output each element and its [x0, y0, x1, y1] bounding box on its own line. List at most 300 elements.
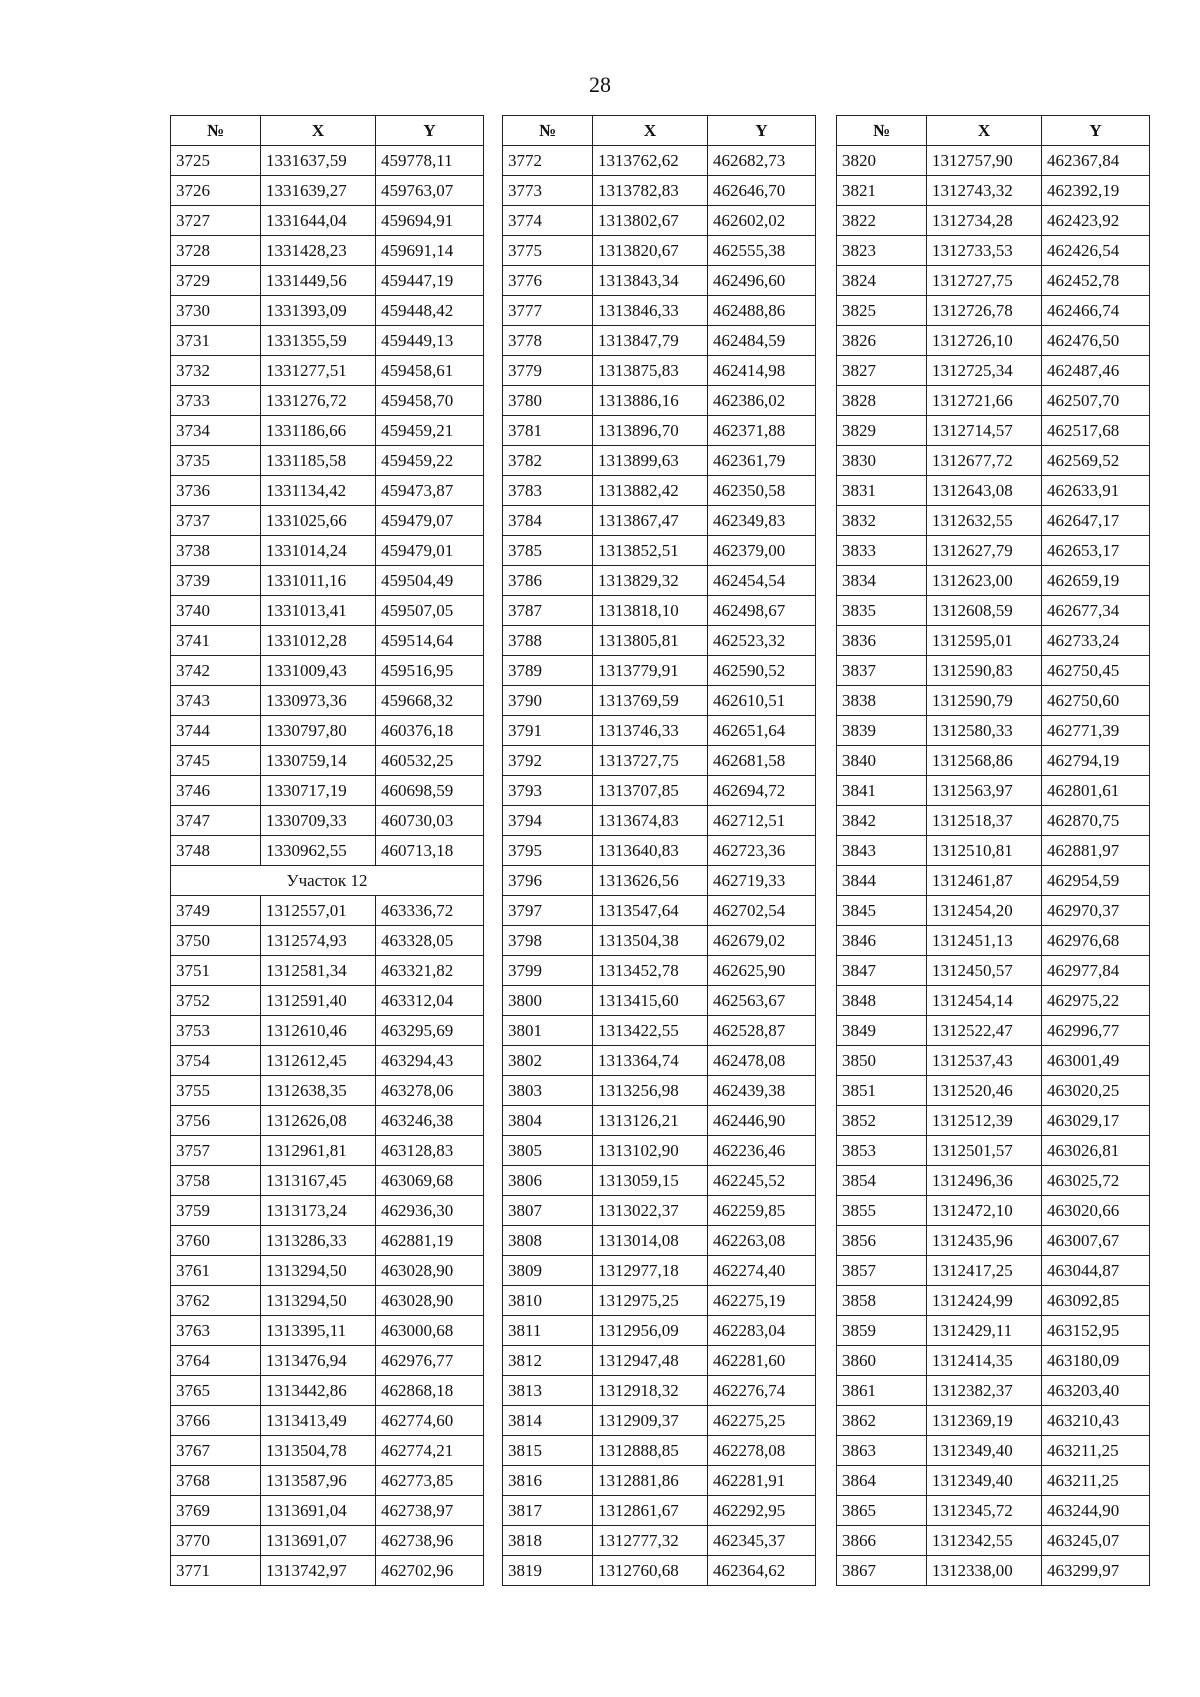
coord-y: 463025,72 — [1042, 1166, 1150, 1196]
coord-x: 1312568,86 — [927, 746, 1042, 776]
coord-x: 1312451,13 — [927, 926, 1042, 956]
table-row — [171, 236, 484, 266]
coord-y: 462653,17 — [1042, 536, 1150, 566]
table-row — [837, 536, 1150, 566]
point-number: 3807 — [503, 1196, 593, 1226]
point-number: 3863 — [837, 1436, 927, 1466]
table-row — [837, 776, 1150, 806]
coord-y: 459516,95 — [376, 656, 484, 686]
table-row — [837, 1526, 1150, 1556]
point-number: 3811 — [503, 1316, 593, 1346]
point-number: 3793 — [503, 776, 593, 806]
coord-x: 1331012,28 — [261, 626, 376, 656]
point-number: 3774 — [503, 206, 593, 236]
coord-y: 462702,54 — [708, 896, 816, 926]
point-number: 3754 — [171, 1046, 261, 1076]
coord-y: 462602,02 — [708, 206, 816, 236]
coord-y: 463026,81 — [1042, 1136, 1150, 1166]
coord-x: 1312733,53 — [927, 236, 1042, 266]
coord-x: 1312581,34 — [261, 956, 376, 986]
coord-x: 1312349,40 — [927, 1436, 1042, 1466]
point-number: 3810 — [503, 1286, 593, 1316]
coord-y: 459504,49 — [376, 566, 484, 596]
table-row — [837, 1046, 1150, 1076]
coord-x: 1312369,19 — [927, 1406, 1042, 1436]
coord-y: 462651,64 — [708, 716, 816, 746]
coord-x: 1313899,63 — [593, 446, 708, 476]
point-number: 3781 — [503, 416, 593, 446]
table-row — [171, 986, 484, 1016]
point-number: 3835 — [837, 596, 927, 626]
point-number: 3784 — [503, 506, 593, 536]
table-row — [503, 446, 816, 476]
table-row — [837, 326, 1150, 356]
coord-y: 462478,08 — [708, 1046, 816, 1076]
point-number: 3755 — [171, 1076, 261, 1106]
coord-y: 462487,46 — [1042, 356, 1150, 386]
coord-y: 459459,22 — [376, 446, 484, 476]
coord-x: 1331009,43 — [261, 656, 376, 686]
coord-y: 460730,03 — [376, 806, 484, 836]
coord-y: 460376,18 — [376, 716, 484, 746]
coord-y: 463020,25 — [1042, 1076, 1150, 1106]
coord-y: 462345,37 — [708, 1526, 816, 1556]
table-row — [171, 1166, 484, 1196]
coord-x: 1331014,24 — [261, 536, 376, 566]
coord-x: 1313626,56 — [593, 866, 708, 896]
table-row — [171, 566, 484, 596]
coord-y: 463203,40 — [1042, 1376, 1150, 1406]
table-row — [837, 836, 1150, 866]
point-number: 3744 — [171, 716, 261, 746]
coord-y: 462281,60 — [708, 1346, 816, 1376]
table-row — [503, 476, 816, 506]
coord-x: 1330962,55 — [261, 836, 376, 866]
coord-y: 462569,52 — [1042, 446, 1150, 476]
coord-y: 462801,61 — [1042, 776, 1150, 806]
header-y: Y — [376, 116, 484, 146]
point-number: 3845 — [837, 896, 927, 926]
point-number: 3766 — [171, 1406, 261, 1436]
coord-x: 1312424,99 — [927, 1286, 1042, 1316]
table-row — [837, 386, 1150, 416]
coord-x: 1331639,27 — [261, 176, 376, 206]
point-number: 3789 — [503, 656, 593, 686]
coord-x: 1313762,62 — [593, 146, 708, 176]
table-row — [837, 806, 1150, 836]
table-row — [503, 686, 816, 716]
coord-x: 1313707,85 — [593, 776, 708, 806]
coord-x: 1331011,16 — [261, 566, 376, 596]
point-number: 3738 — [171, 536, 261, 566]
point-number: 3758 — [171, 1166, 261, 1196]
table-row — [837, 506, 1150, 536]
table-row — [837, 1466, 1150, 1496]
table-row — [837, 296, 1150, 326]
coord-y: 462281,91 — [708, 1466, 816, 1496]
table-row — [837, 656, 1150, 686]
point-number: 3794 — [503, 806, 593, 836]
point-number: 3841 — [837, 776, 927, 806]
coord-y: 462694,72 — [708, 776, 816, 806]
coord-y: 463246,38 — [376, 1106, 484, 1136]
coord-x: 1312721,66 — [927, 386, 1042, 416]
coord-x: 1312626,08 — [261, 1106, 376, 1136]
table-row — [837, 1016, 1150, 1046]
point-number: 3805 — [503, 1136, 593, 1166]
point-number: 3852 — [837, 1106, 927, 1136]
table-row — [503, 1046, 816, 1076]
coord-y: 462245,52 — [708, 1166, 816, 1196]
table-row — [171, 746, 484, 776]
table-row — [837, 716, 1150, 746]
coord-x: 1313587,96 — [261, 1466, 376, 1496]
table-row — [171, 776, 484, 806]
coord-x: 1312501,57 — [927, 1136, 1042, 1166]
table-row — [503, 866, 816, 896]
coord-x: 1331393,09 — [261, 296, 376, 326]
point-number: 3864 — [837, 1466, 927, 1496]
table-row — [837, 206, 1150, 236]
coord-x: 1312595,01 — [927, 626, 1042, 656]
point-number: 3855 — [837, 1196, 927, 1226]
point-number: 3791 — [503, 716, 593, 746]
table-row — [503, 1496, 816, 1526]
table-row — [503, 1166, 816, 1196]
point-number: 3731 — [171, 326, 261, 356]
coord-y: 462278,08 — [708, 1436, 816, 1466]
point-number: 3747 — [171, 806, 261, 836]
table-row — [837, 986, 1150, 1016]
point-number: 3776 — [503, 266, 593, 296]
coord-x: 1312518,37 — [927, 806, 1042, 836]
table-row — [503, 806, 816, 836]
point-number: 3749 — [171, 896, 261, 926]
table-row — [171, 1556, 484, 1586]
coord-y: 463152,95 — [1042, 1316, 1150, 1346]
coord-x: 1312643,08 — [927, 476, 1042, 506]
coord-x: 1313476,94 — [261, 1346, 376, 1376]
table-row — [503, 326, 816, 356]
coord-y: 459449,13 — [376, 326, 484, 356]
coord-y: 462236,46 — [708, 1136, 816, 1166]
point-number: 3727 — [171, 206, 261, 236]
point-number: 3804 — [503, 1106, 593, 1136]
table-row — [837, 1316, 1150, 1346]
coord-x: 1312909,37 — [593, 1406, 708, 1436]
coord-y: 463336,72 — [376, 896, 484, 926]
point-number: 3850 — [837, 1046, 927, 1076]
coord-x: 1312349,40 — [927, 1466, 1042, 1496]
coord-y: 459448,42 — [376, 296, 484, 326]
coord-y: 462523,32 — [708, 626, 816, 656]
coord-y: 462528,87 — [708, 1016, 816, 1046]
table-row — [171, 1466, 484, 1496]
table-row — [171, 1106, 484, 1136]
section-title: Участок 12 — [171, 866, 484, 896]
coord-x: 1331428,23 — [261, 236, 376, 266]
coord-x: 1312627,79 — [927, 536, 1042, 566]
coord-x: 1312975,25 — [593, 1286, 708, 1316]
point-number: 3851 — [837, 1076, 927, 1106]
point-number: 3787 — [503, 596, 593, 626]
point-number: 3786 — [503, 566, 593, 596]
table-row — [171, 446, 484, 476]
coord-x: 1312757,90 — [927, 146, 1042, 176]
page-number: 28 — [589, 72, 611, 97]
point-number: 3819 — [503, 1556, 593, 1586]
coord-y: 462263,08 — [708, 1226, 816, 1256]
coord-x: 1313896,70 — [593, 416, 708, 446]
coord-x: 1312417,25 — [927, 1256, 1042, 1286]
point-number: 3828 — [837, 386, 927, 416]
table-row — [503, 1076, 816, 1106]
point-number: 3800 — [503, 986, 593, 1016]
coord-x: 1312580,33 — [927, 716, 1042, 746]
coord-y: 462414,98 — [708, 356, 816, 386]
table-row — [837, 926, 1150, 956]
coord-y: 460532,25 — [376, 746, 484, 776]
coord-y: 462881,19 — [376, 1226, 484, 1256]
table-row — [171, 506, 484, 536]
coord-y: 462610,51 — [708, 686, 816, 716]
table-row — [171, 476, 484, 506]
coord-y: 462563,67 — [708, 986, 816, 1016]
section-row — [171, 866, 484, 896]
coord-x: 1331355,59 — [261, 326, 376, 356]
table-row — [503, 1106, 816, 1136]
coord-x: 1331134,42 — [261, 476, 376, 506]
point-number: 3799 — [503, 956, 593, 986]
table-row — [171, 326, 484, 356]
point-number: 3834 — [837, 566, 927, 596]
coord-x: 1312342,55 — [927, 1526, 1042, 1556]
point-number: 3812 — [503, 1346, 593, 1376]
coord-y: 462881,97 — [1042, 836, 1150, 866]
point-number: 3801 — [503, 1016, 593, 1046]
coord-x: 1331644,04 — [261, 206, 376, 236]
table-row — [837, 1136, 1150, 1166]
table-header-row — [837, 116, 1150, 146]
coord-x: 1313294,50 — [261, 1286, 376, 1316]
coord-x: 1331185,58 — [261, 446, 376, 476]
coord-y: 462936,30 — [376, 1196, 484, 1226]
coord-y: 462371,88 — [708, 416, 816, 446]
coord-x: 1312861,67 — [593, 1496, 708, 1526]
coord-y: 459778,11 — [376, 146, 484, 176]
coord-x: 1312961,81 — [261, 1136, 376, 1166]
coord-y: 462555,38 — [708, 236, 816, 266]
coord-x: 1312522,47 — [927, 1016, 1042, 1046]
table-row — [171, 1406, 484, 1436]
point-number: 3860 — [837, 1346, 927, 1376]
table-row — [837, 176, 1150, 206]
point-number: 3757 — [171, 1136, 261, 1166]
coord-x: 1312454,14 — [927, 986, 1042, 1016]
coord-y: 462488,86 — [708, 296, 816, 326]
table-row — [503, 566, 816, 596]
table-row — [837, 266, 1150, 296]
coord-x: 1312472,10 — [927, 1196, 1042, 1226]
coord-x: 1312435,96 — [927, 1226, 1042, 1256]
point-number: 3840 — [837, 746, 927, 776]
point-number: 3778 — [503, 326, 593, 356]
coord-x: 1313746,33 — [593, 716, 708, 746]
coord-x: 1312777,32 — [593, 1526, 708, 1556]
point-number: 3736 — [171, 476, 261, 506]
coord-y: 462996,77 — [1042, 1016, 1150, 1046]
point-number: 3796 — [503, 866, 593, 896]
table-row — [837, 626, 1150, 656]
coord-y: 462275,19 — [708, 1286, 816, 1316]
point-number: 3849 — [837, 1016, 927, 1046]
table-row — [171, 596, 484, 626]
table-row — [503, 1526, 816, 1556]
coord-x: 1312590,83 — [927, 656, 1042, 686]
coord-y: 459514,64 — [376, 626, 484, 656]
point-number: 3759 — [171, 1196, 261, 1226]
coord-y: 460698,59 — [376, 776, 484, 806]
coord-y: 462723,36 — [708, 836, 816, 866]
point-number: 3857 — [837, 1256, 927, 1286]
point-number: 3843 — [837, 836, 927, 866]
coord-x: 1312608,59 — [927, 596, 1042, 626]
coord-y: 459694,91 — [376, 206, 484, 236]
coord-y: 463128,83 — [376, 1136, 484, 1166]
table-row — [503, 1136, 816, 1166]
table-row — [171, 686, 484, 716]
coord-y: 462677,34 — [1042, 596, 1150, 626]
coord-y: 462647,17 — [1042, 506, 1150, 536]
coord-y: 463244,90 — [1042, 1496, 1150, 1526]
table-row — [171, 1256, 484, 1286]
table-row — [837, 596, 1150, 626]
table-row — [503, 1196, 816, 1226]
table-row — [503, 1466, 816, 1496]
point-number: 3833 — [837, 536, 927, 566]
point-number: 3762 — [171, 1286, 261, 1316]
coord-y: 462590,52 — [708, 656, 816, 686]
coord-y: 459691,14 — [376, 236, 484, 266]
table-row — [503, 1286, 816, 1316]
coord-x: 1312734,28 — [927, 206, 1042, 236]
coord-x: 1312727,75 — [927, 266, 1042, 296]
point-number: 3846 — [837, 926, 927, 956]
coord-y: 463210,43 — [1042, 1406, 1150, 1436]
coord-x: 1312956,09 — [593, 1316, 708, 1346]
header-x: X — [261, 116, 376, 146]
point-number: 3788 — [503, 626, 593, 656]
table-row — [837, 956, 1150, 986]
coord-x: 1312590,79 — [927, 686, 1042, 716]
table-row — [837, 686, 1150, 716]
coord-y: 463028,90 — [376, 1286, 484, 1316]
point-number: 3763 — [171, 1316, 261, 1346]
point-number: 3764 — [171, 1346, 261, 1376]
table-row — [171, 1286, 484, 1316]
point-number: 3790 — [503, 686, 593, 716]
point-number: 3740 — [171, 596, 261, 626]
point-number: 3773 — [503, 176, 593, 206]
table-row — [837, 1076, 1150, 1106]
point-number: 3741 — [171, 626, 261, 656]
table-row — [837, 356, 1150, 386]
point-number: 3817 — [503, 1496, 593, 1526]
coord-x: 1312414,35 — [927, 1346, 1042, 1376]
coord-y: 462970,37 — [1042, 896, 1150, 926]
header-number: № — [837, 116, 927, 146]
coord-y: 462392,19 — [1042, 176, 1150, 206]
point-number: 3750 — [171, 926, 261, 956]
coord-x: 1313742,97 — [261, 1556, 376, 1586]
coord-x: 1313852,51 — [593, 536, 708, 566]
point-number: 3767 — [171, 1436, 261, 1466]
coord-y: 462379,00 — [708, 536, 816, 566]
point-number: 3827 — [837, 356, 927, 386]
table-header-row — [171, 116, 484, 146]
point-number: 3730 — [171, 296, 261, 326]
coord-x: 1313014,08 — [593, 1226, 708, 1256]
coord-x: 1313547,64 — [593, 896, 708, 926]
coordinates-table-right — [836, 115, 1150, 1586]
coord-y: 462452,78 — [1042, 266, 1150, 296]
table-row — [171, 716, 484, 746]
coord-x: 1313779,91 — [593, 656, 708, 686]
coord-x: 1313504,38 — [593, 926, 708, 956]
coord-x: 1313415,60 — [593, 986, 708, 1016]
table-row — [503, 536, 816, 566]
table-row — [503, 386, 816, 416]
coord-y: 462712,51 — [708, 806, 816, 836]
coord-x: 1331449,56 — [261, 266, 376, 296]
coord-x: 1330797,80 — [261, 716, 376, 746]
point-number: 3739 — [171, 566, 261, 596]
point-number: 3752 — [171, 986, 261, 1016]
coord-y: 463278,06 — [376, 1076, 484, 1106]
coord-y: 462738,96 — [376, 1526, 484, 1556]
coord-y: 462292,95 — [708, 1496, 816, 1526]
table-row — [503, 176, 816, 206]
point-number: 3729 — [171, 266, 261, 296]
coord-x: 1312612,45 — [261, 1046, 376, 1076]
table-row — [171, 1316, 484, 1346]
coord-y: 462954,59 — [1042, 866, 1150, 896]
coord-y: 463211,25 — [1042, 1466, 1150, 1496]
point-number: 3737 — [171, 506, 261, 536]
point-number: 3777 — [503, 296, 593, 326]
coord-x: 1331276,72 — [261, 386, 376, 416]
coord-x: 1313691,04 — [261, 1496, 376, 1526]
table-row — [837, 1556, 1150, 1586]
coord-x: 1313504,78 — [261, 1436, 376, 1466]
table-row — [837, 1286, 1150, 1316]
coord-x: 1330709,33 — [261, 806, 376, 836]
table-row — [503, 416, 816, 446]
coord-x: 1313173,24 — [261, 1196, 376, 1226]
coord-x: 1312623,00 — [927, 566, 1042, 596]
coord-y: 462659,19 — [1042, 566, 1150, 596]
coord-y: 462367,84 — [1042, 146, 1150, 176]
table-row — [837, 1436, 1150, 1466]
table-row — [837, 1226, 1150, 1256]
coord-y: 462426,54 — [1042, 236, 1150, 266]
table-row — [503, 836, 816, 866]
table-row — [837, 236, 1150, 266]
table-row — [503, 266, 816, 296]
point-number: 3856 — [837, 1226, 927, 1256]
table-row — [503, 1226, 816, 1256]
coord-x: 1331277,51 — [261, 356, 376, 386]
